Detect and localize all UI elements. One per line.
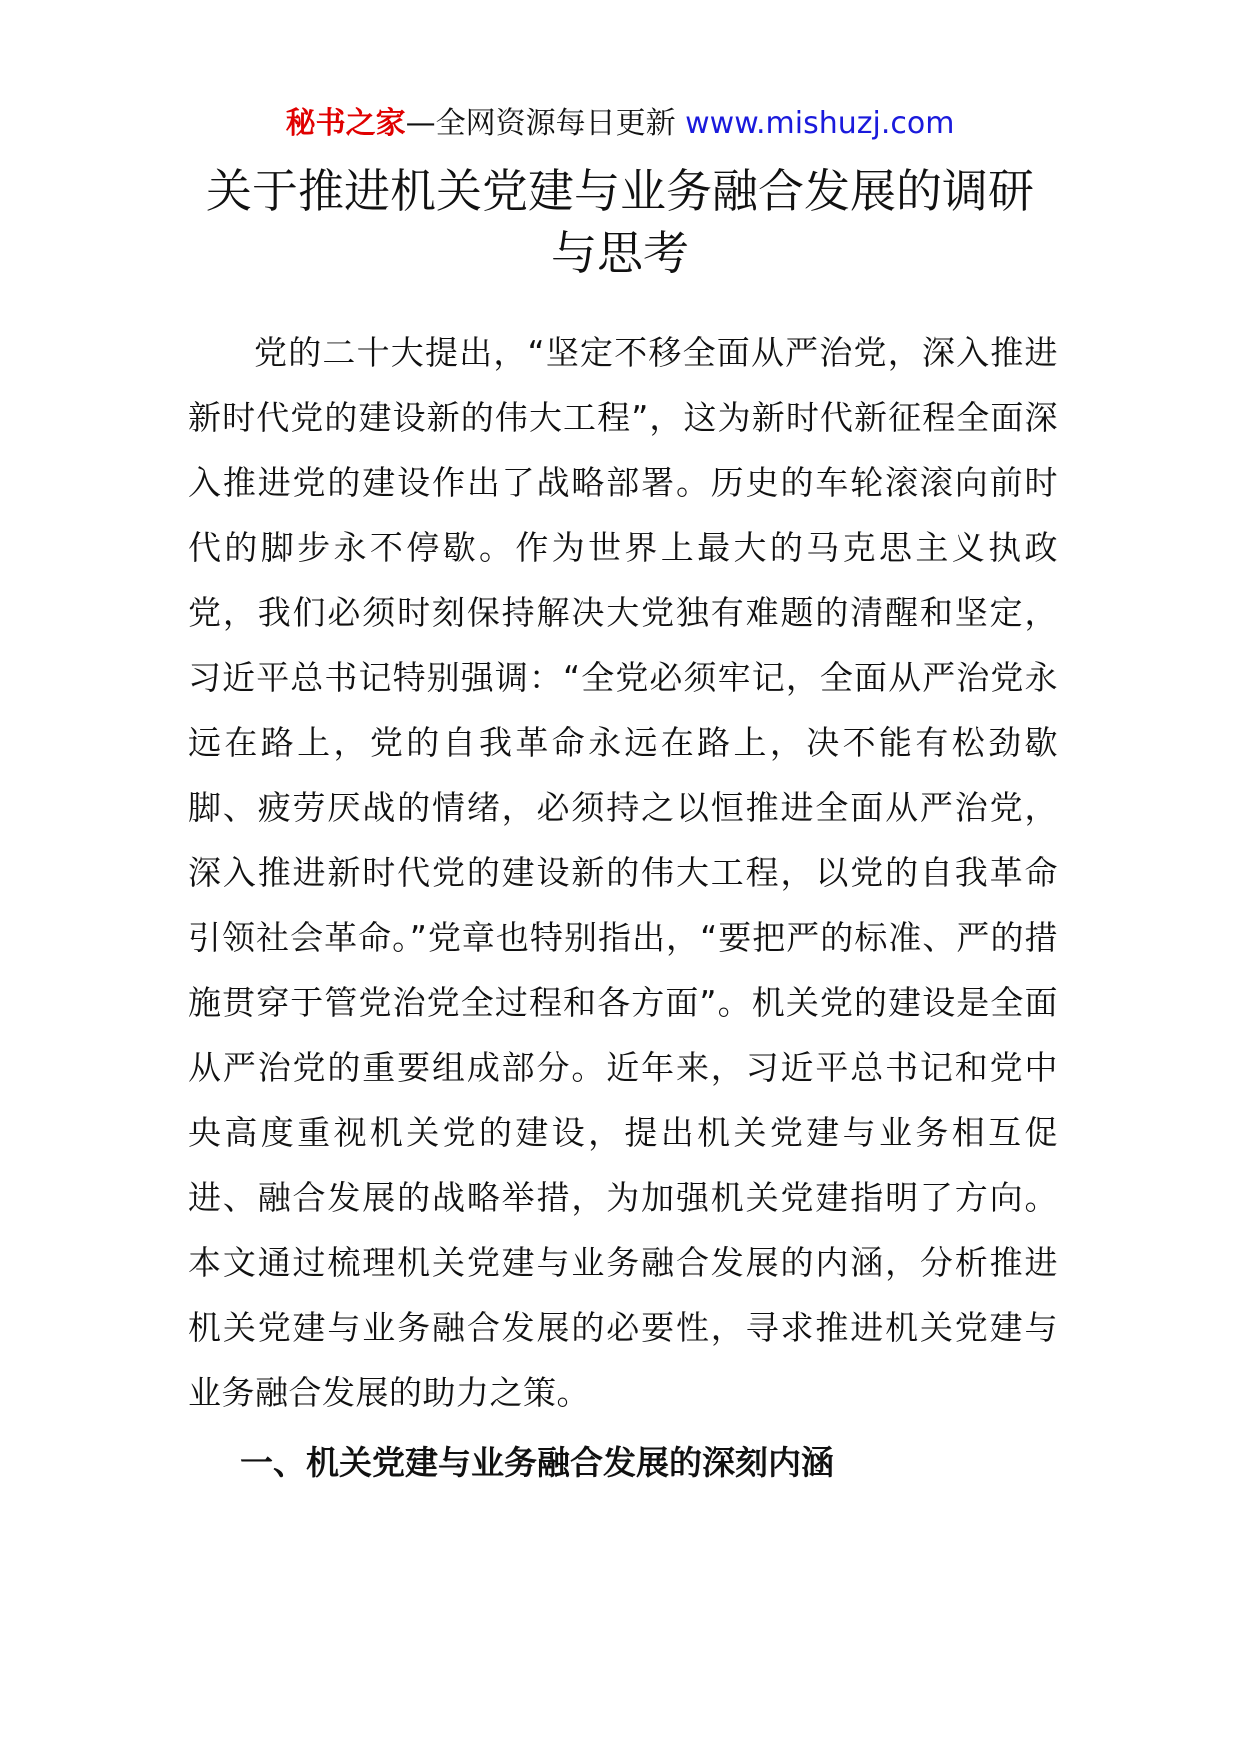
document-title-line-2: 与思考 (551, 226, 689, 280)
section-heading: 一、机关党建与业务融合发展的深刻内涵 (240, 1443, 834, 1482)
site-header (0, 104, 1240, 144)
header-tagline: —全网资源每日更新 (405, 106, 686, 141)
site-url-link[interactable]: www.mishuzj.com (685, 106, 955, 141)
body-paragraph: 党的二十大提出，“坚定不移全面从严治党，深入推进新时代党的建设新的伟大工程”，这为新时代新征程全面深入推进党的建设作出了战略部署。历史的车轮滚滚向前时代的脚步永不停歇。作为世界上最大的马克思主义执政党，我们必须时刻保持解决大党独有难题的清醒和坚定，习近平总书记特别强调：“全党必须牢记，全面从严治党永远在路上，党的自我革命永远在路上，决不能有松劲歇脚、疲劳厌战的情绪，必须持之以恒推进全面从严治党，深入推进新时代党的建设新的伟大工程，以党的自我革命引领社会革命。”党章也特别指出，“要把严的标准、严的措施贯穿于管党治党全过程和各方面”。机关党的建设是全面从严治党的重要组成部分。近年来，习近平总书记和党中央高度重视机关党的建设，提出机关党建与业务相互促进、融合发展的战略举措，为加强机关党建指明了方向。本文通过梳理机关党建与业务融合发展的内涵，分析推进机关党建与业务融合发展的必要性，寻求推进机关党建与业务融合发展的助力之策。 (188, 333, 1058, 1412)
brand-name: 秘书之家 (285, 106, 406, 141)
document-title (150, 160, 1090, 284)
document-title-line-1: 关于推进机关党建与业务融合发展的调研 (206, 164, 1034, 218)
